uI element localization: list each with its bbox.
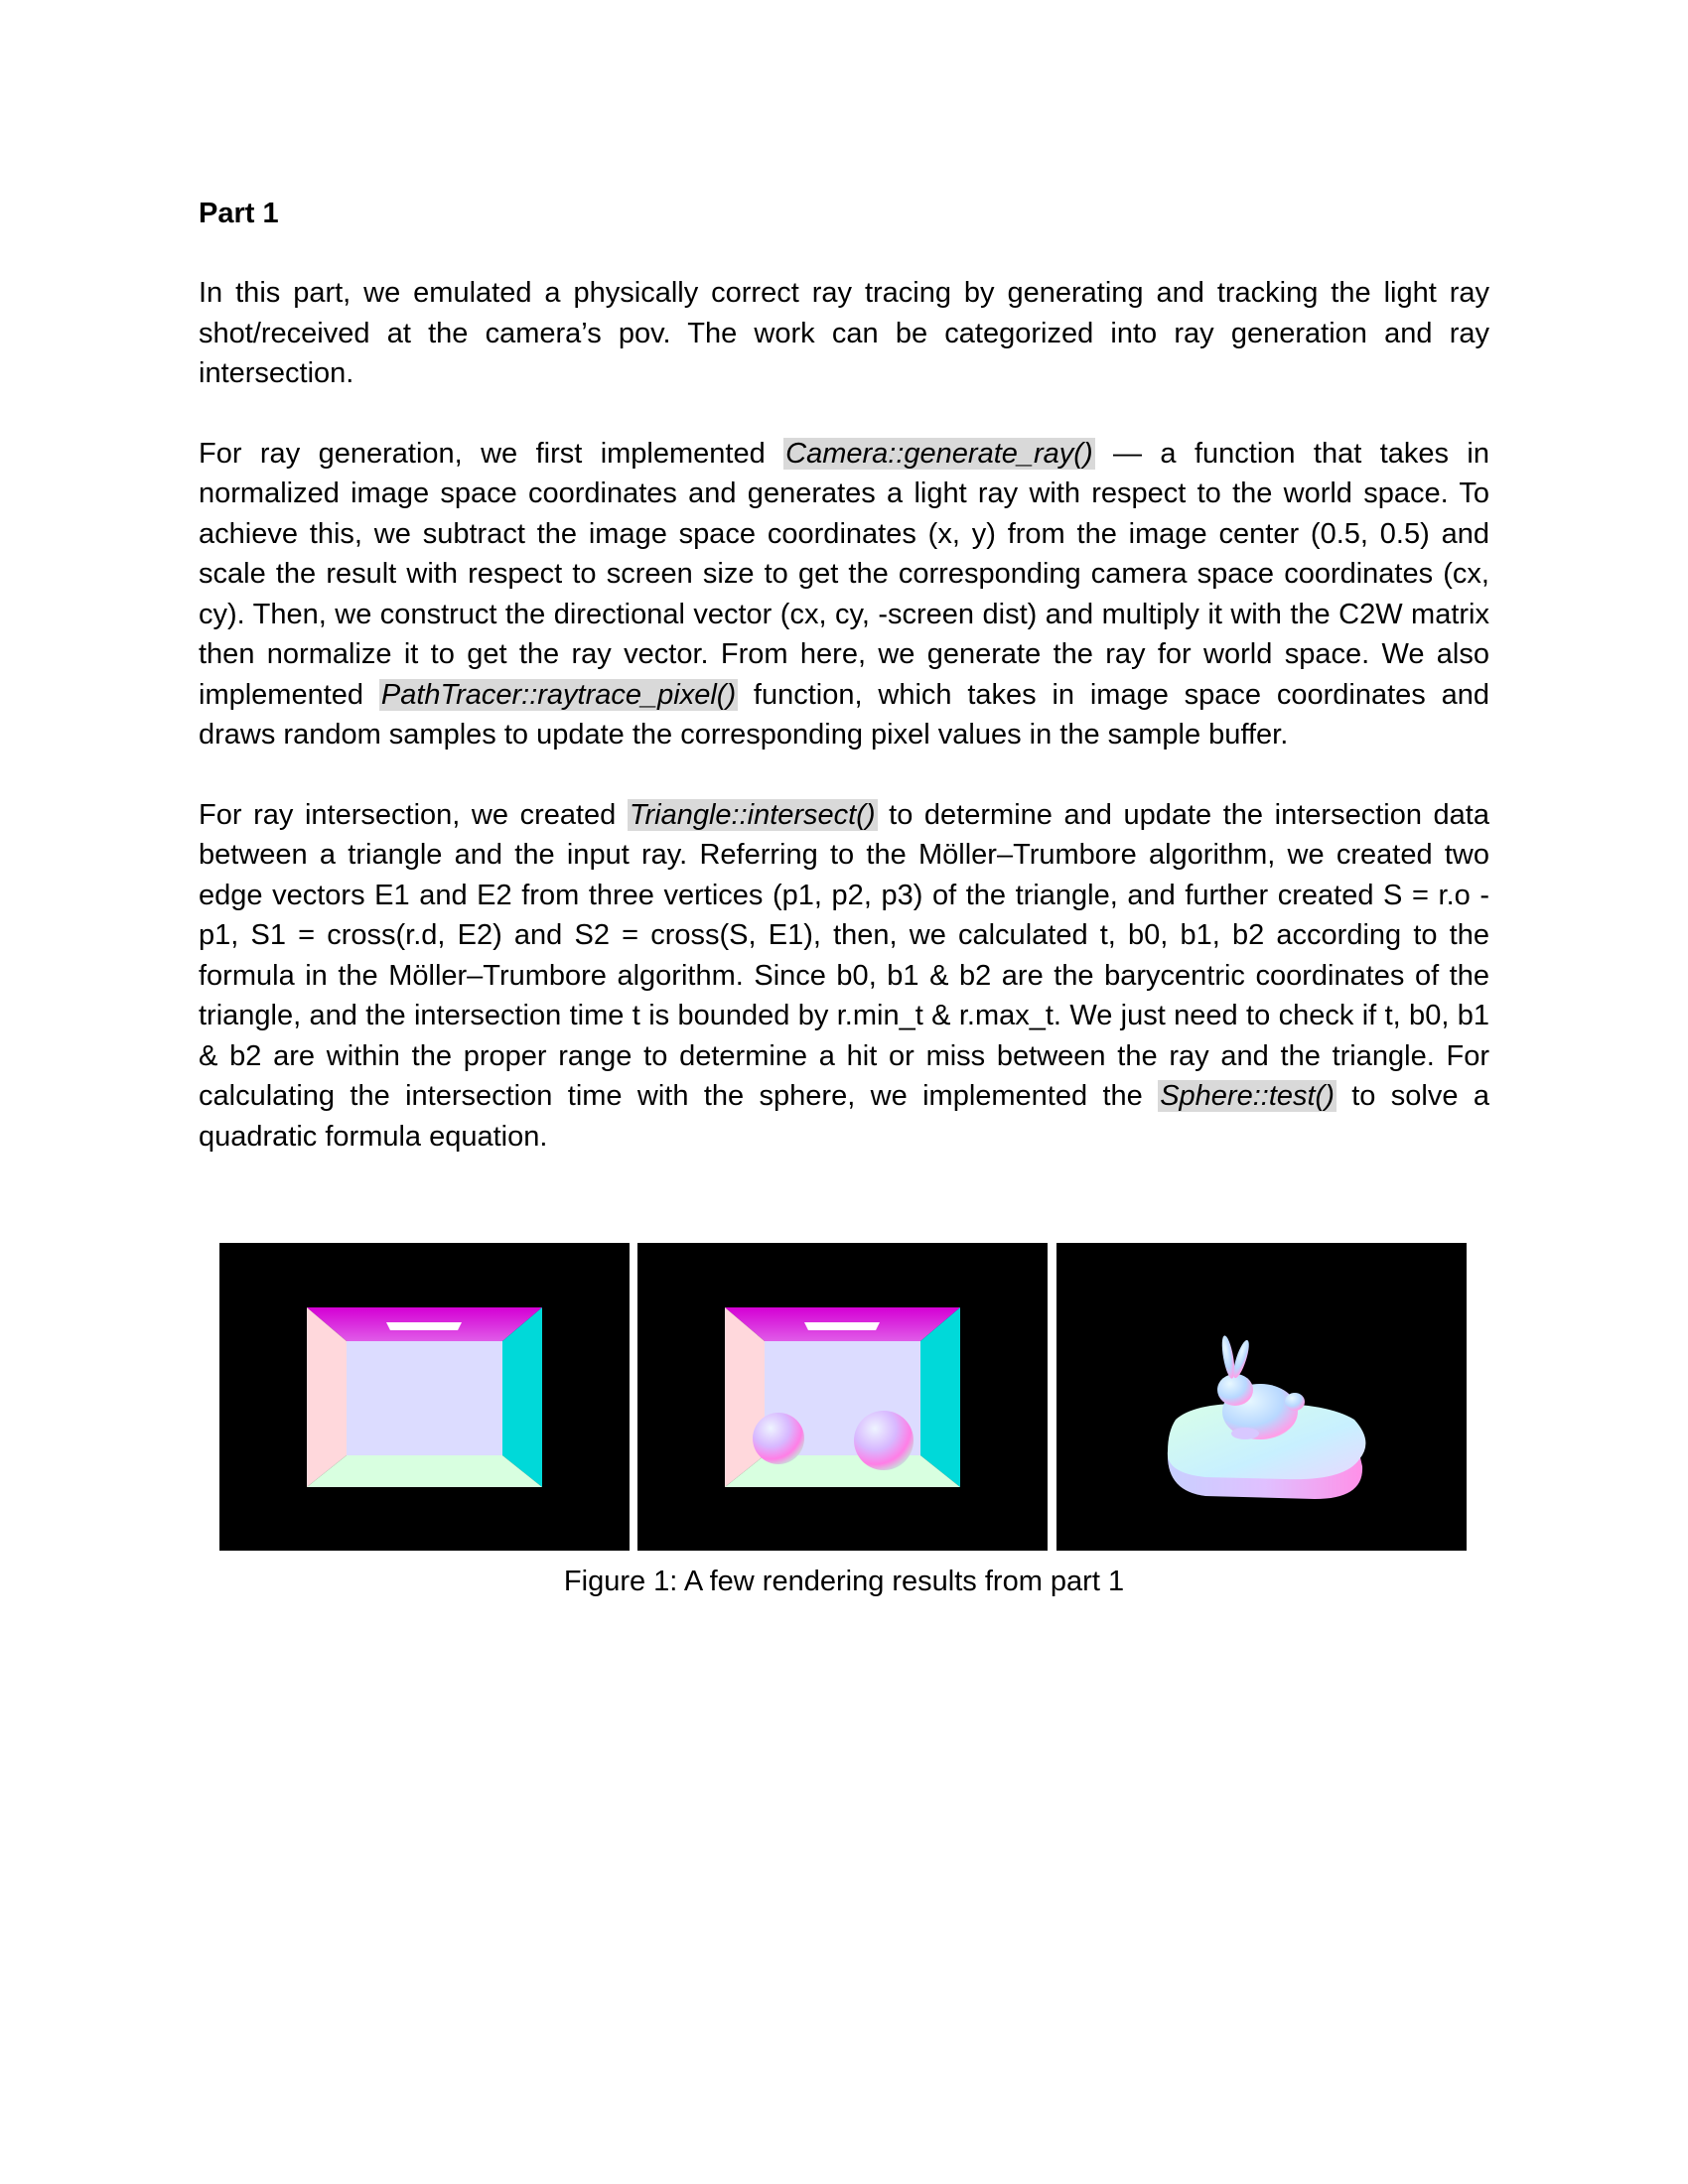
code-pathtracer-raytrace-pixel: PathTracer::raytrace_pixel() xyxy=(380,678,737,711)
paragraph-ray-intersection xyxy=(199,795,1489,1158)
back-wall xyxy=(347,1341,502,1455)
sphere-left xyxy=(753,1413,804,1464)
text-run: For ray generation, we first implemented xyxy=(199,437,784,470)
text-run: For ray intersection, we created xyxy=(199,798,628,831)
floor xyxy=(725,1455,960,1487)
text-run: function, which takes in image space coordinates and draws random samples to update the corresponding pixel values in the sample buffer. xyxy=(199,678,1490,751)
bunny-head xyxy=(1217,1374,1253,1406)
text-run: to determine and update the intersection data between a triangle and the input ray. Referring to the Möller–Trumbore algorithm, we created two edge vectors E1 and E2 from three vertices (p1, p2, p3) of the triangle, and further created S = r.o - p1, S1 = cross(r.d, E2) and S2 = cross(S, E1), then, we calculated t, b0, b1, b2 according to the formula in the Möller–Trumbore algorithm. Since b0, b1 & b2 are the barycentric coordinates of the triangle, and the intersection time t is bounded by r.min_t & r.max_t. We just need to check if t, b0, b1 & b2 are within the proper range to determine a hit or miss between the ray and the triangle. For calculating the intersection time with the sphere, we implemented the xyxy=(199,798,1489,1112)
text-run: to solve a quadratic formula equation. xyxy=(199,1080,1490,1153)
document-body xyxy=(199,194,1489,1196)
code-sphere-test: Sphere::test() xyxy=(1160,1080,1335,1112)
render-cornell-box-empty xyxy=(219,1243,630,1551)
sphere-right xyxy=(854,1411,914,1470)
render-bunny xyxy=(1056,1243,1467,1551)
text-run: — a function that takes in normalized image space coordinates and generates a light ray with respect to the world space. To achieve this, we subtract the image space coordinates (x, y) from the image center (0.5, 0.5) and scale the result with respect to screen size to get the corresponding camera space coordinates (cx, cy). Then, we construct the directional vector (cx, cy, -screen dist) and multiply it with the C2W matrix then normalize it to get the ray vector. From here, we generate the ray for world space. We also implemented xyxy=(199,437,1489,711)
figure-renders xyxy=(219,1243,1467,1551)
bunny-paw xyxy=(1231,1428,1259,1439)
render-cornell-box-spheres xyxy=(637,1243,1048,1551)
figure-caption: Figure 1: A few rendering results from part 1 xyxy=(563,1566,1125,1597)
code-triangle-intersect: Triangle::intersect() xyxy=(629,798,876,831)
area-light xyxy=(804,1322,880,1330)
code-camera-generate-ray: Camera::generate_ray() xyxy=(785,437,1093,470)
paragraph-intro: In this part, we emulated a physically correct ray tracing by generating and tracking the light ray shot/received at the camera’s pov. The work can be categorized into ray generation and ray intersection. xyxy=(199,277,1489,389)
floor xyxy=(307,1455,542,1487)
bunny-tail xyxy=(1285,1393,1305,1411)
area-light xyxy=(386,1322,462,1330)
section-heading: Part 1 xyxy=(199,198,279,229)
paragraph-ray-generation xyxy=(199,434,1489,755)
